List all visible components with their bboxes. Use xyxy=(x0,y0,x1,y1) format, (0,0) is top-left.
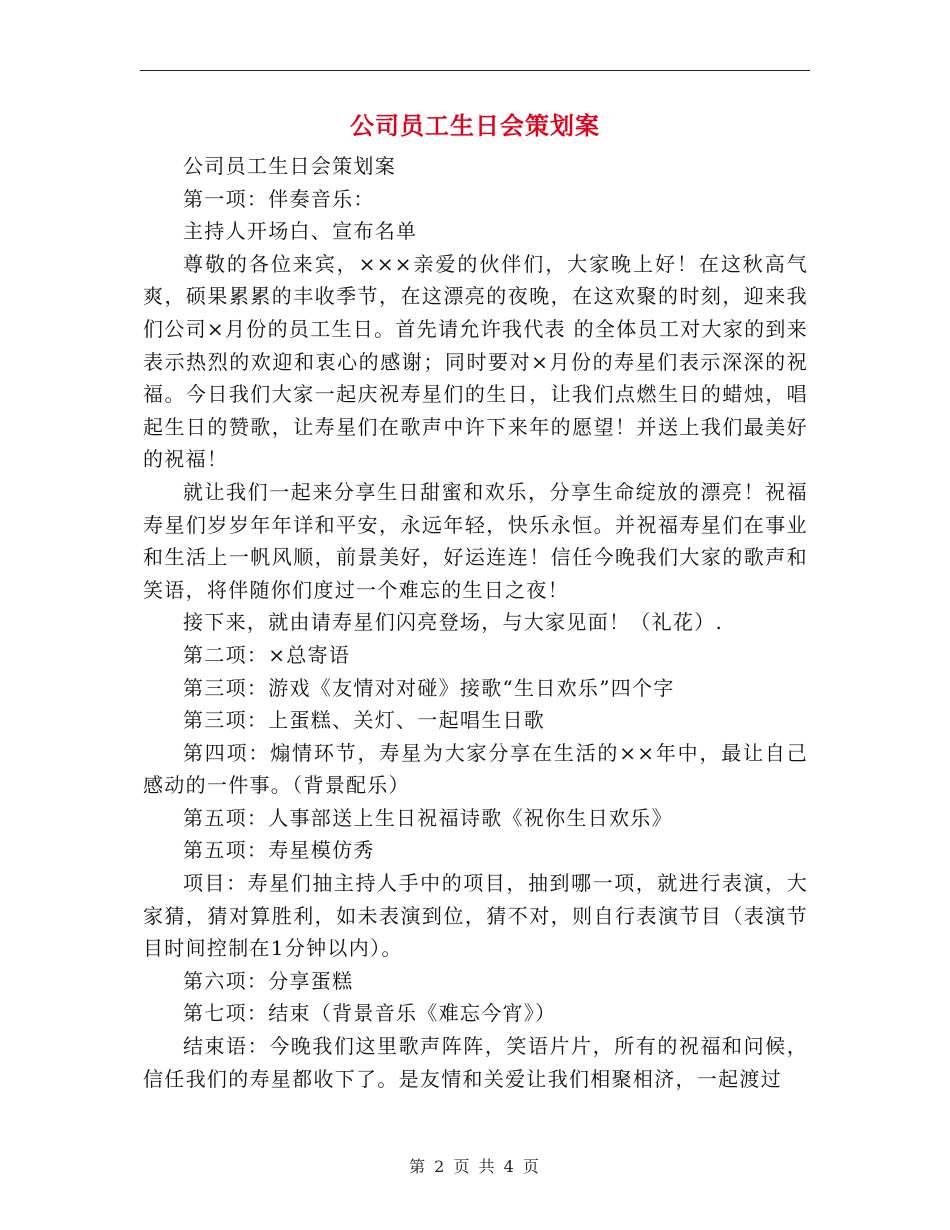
document-title: 公司员工生日会策划案 xyxy=(350,111,600,140)
page-number-footer: 第 2 页 共 4 页 xyxy=(409,1157,541,1176)
paragraph: 第五项：人事部送上生日祝福诗歌《祝你生日欢乐》 xyxy=(183,805,673,830)
document-body xyxy=(143,150,808,1095)
paragraph: 第六项：分享蛋糕 xyxy=(183,968,354,993)
paragraph: 第二项：×总寄语 xyxy=(183,642,351,667)
paragraph: 就让我们一起来分享生日甜蜜和欢乐，分享生命绽放的漂亮！祝福寿星们岁岁年年详和平安，永远年轻，快乐永恒。并祝福寿星们在事业和生活上一帆风顺，前景美好，好运连连！信任今晚我们大家的歌声和笑语，将伴随你们度过一个难忘的生日之夜！ xyxy=(143,479,808,602)
paragraph: 尊敬的各位来宾，×××亲爱的伙伴们，大家晚上好！在这秋高气爽，硕果累累的丰收季节，在这漂亮的夜晚，在这欢聚的时刻，迎来我们公司×月份的员工生日。首先请允许我代表 的全体员工对大家的到来表示热烈的欢迎和衷心的感谢；同时要对×月份的寿星们表示深深的祝福。今日我们大家一起庆祝寿星们的生日，让我们点燃生日的蜡烛，唱起生日的赞歌，让寿星们在歌声中许下来年的愿望！并送上我们最美好的祝福！ xyxy=(143,251,808,472)
header-rule xyxy=(140,70,810,71)
paragraph: 项目：寿星们抽主持人手中的项目，抽到哪一项，就进行表演，大家猜，猜对算胜利，如未表演到位，猜不对，则自行表演节目（表演节目时间控制在1分钟以内）。 xyxy=(143,871,808,961)
paragraph: 第三项：上蛋糕、关灯、一起唱生日歌 xyxy=(183,708,546,733)
paragraph: 第一项：伴奏音乐： xyxy=(183,186,375,211)
paragraph: 第五项：寿星模仿秀 xyxy=(183,838,375,863)
paragraph: 第七项：结束（背景音乐《难忘今宵》） xyxy=(183,1001,557,1026)
paragraph: 接下来，就由请寿星们闪亮登场，与大家见面！（礼花）. xyxy=(183,610,724,635)
paragraph: 公司员工生日会策划案 xyxy=(183,154,396,178)
paragraph: 第四项：煽情环节，寿星为大家分享在生活的××年中，最让自己感动的一件事。（背景配乐） xyxy=(143,740,808,798)
paragraph: 结束语：今晚我们这里歌声阵阵，笑语片片，所有的祝福和问候，信任我们的寿星都收下了。是友情和关爱让我们相聚相济，一起渡过 xyxy=(143,1034,808,1091)
paragraph: 主持人开场白、宣布名单 xyxy=(183,219,418,244)
paragraph: 第三项：游戏《友情对对碰》接歌“生日欢乐”四个字 xyxy=(183,675,675,700)
